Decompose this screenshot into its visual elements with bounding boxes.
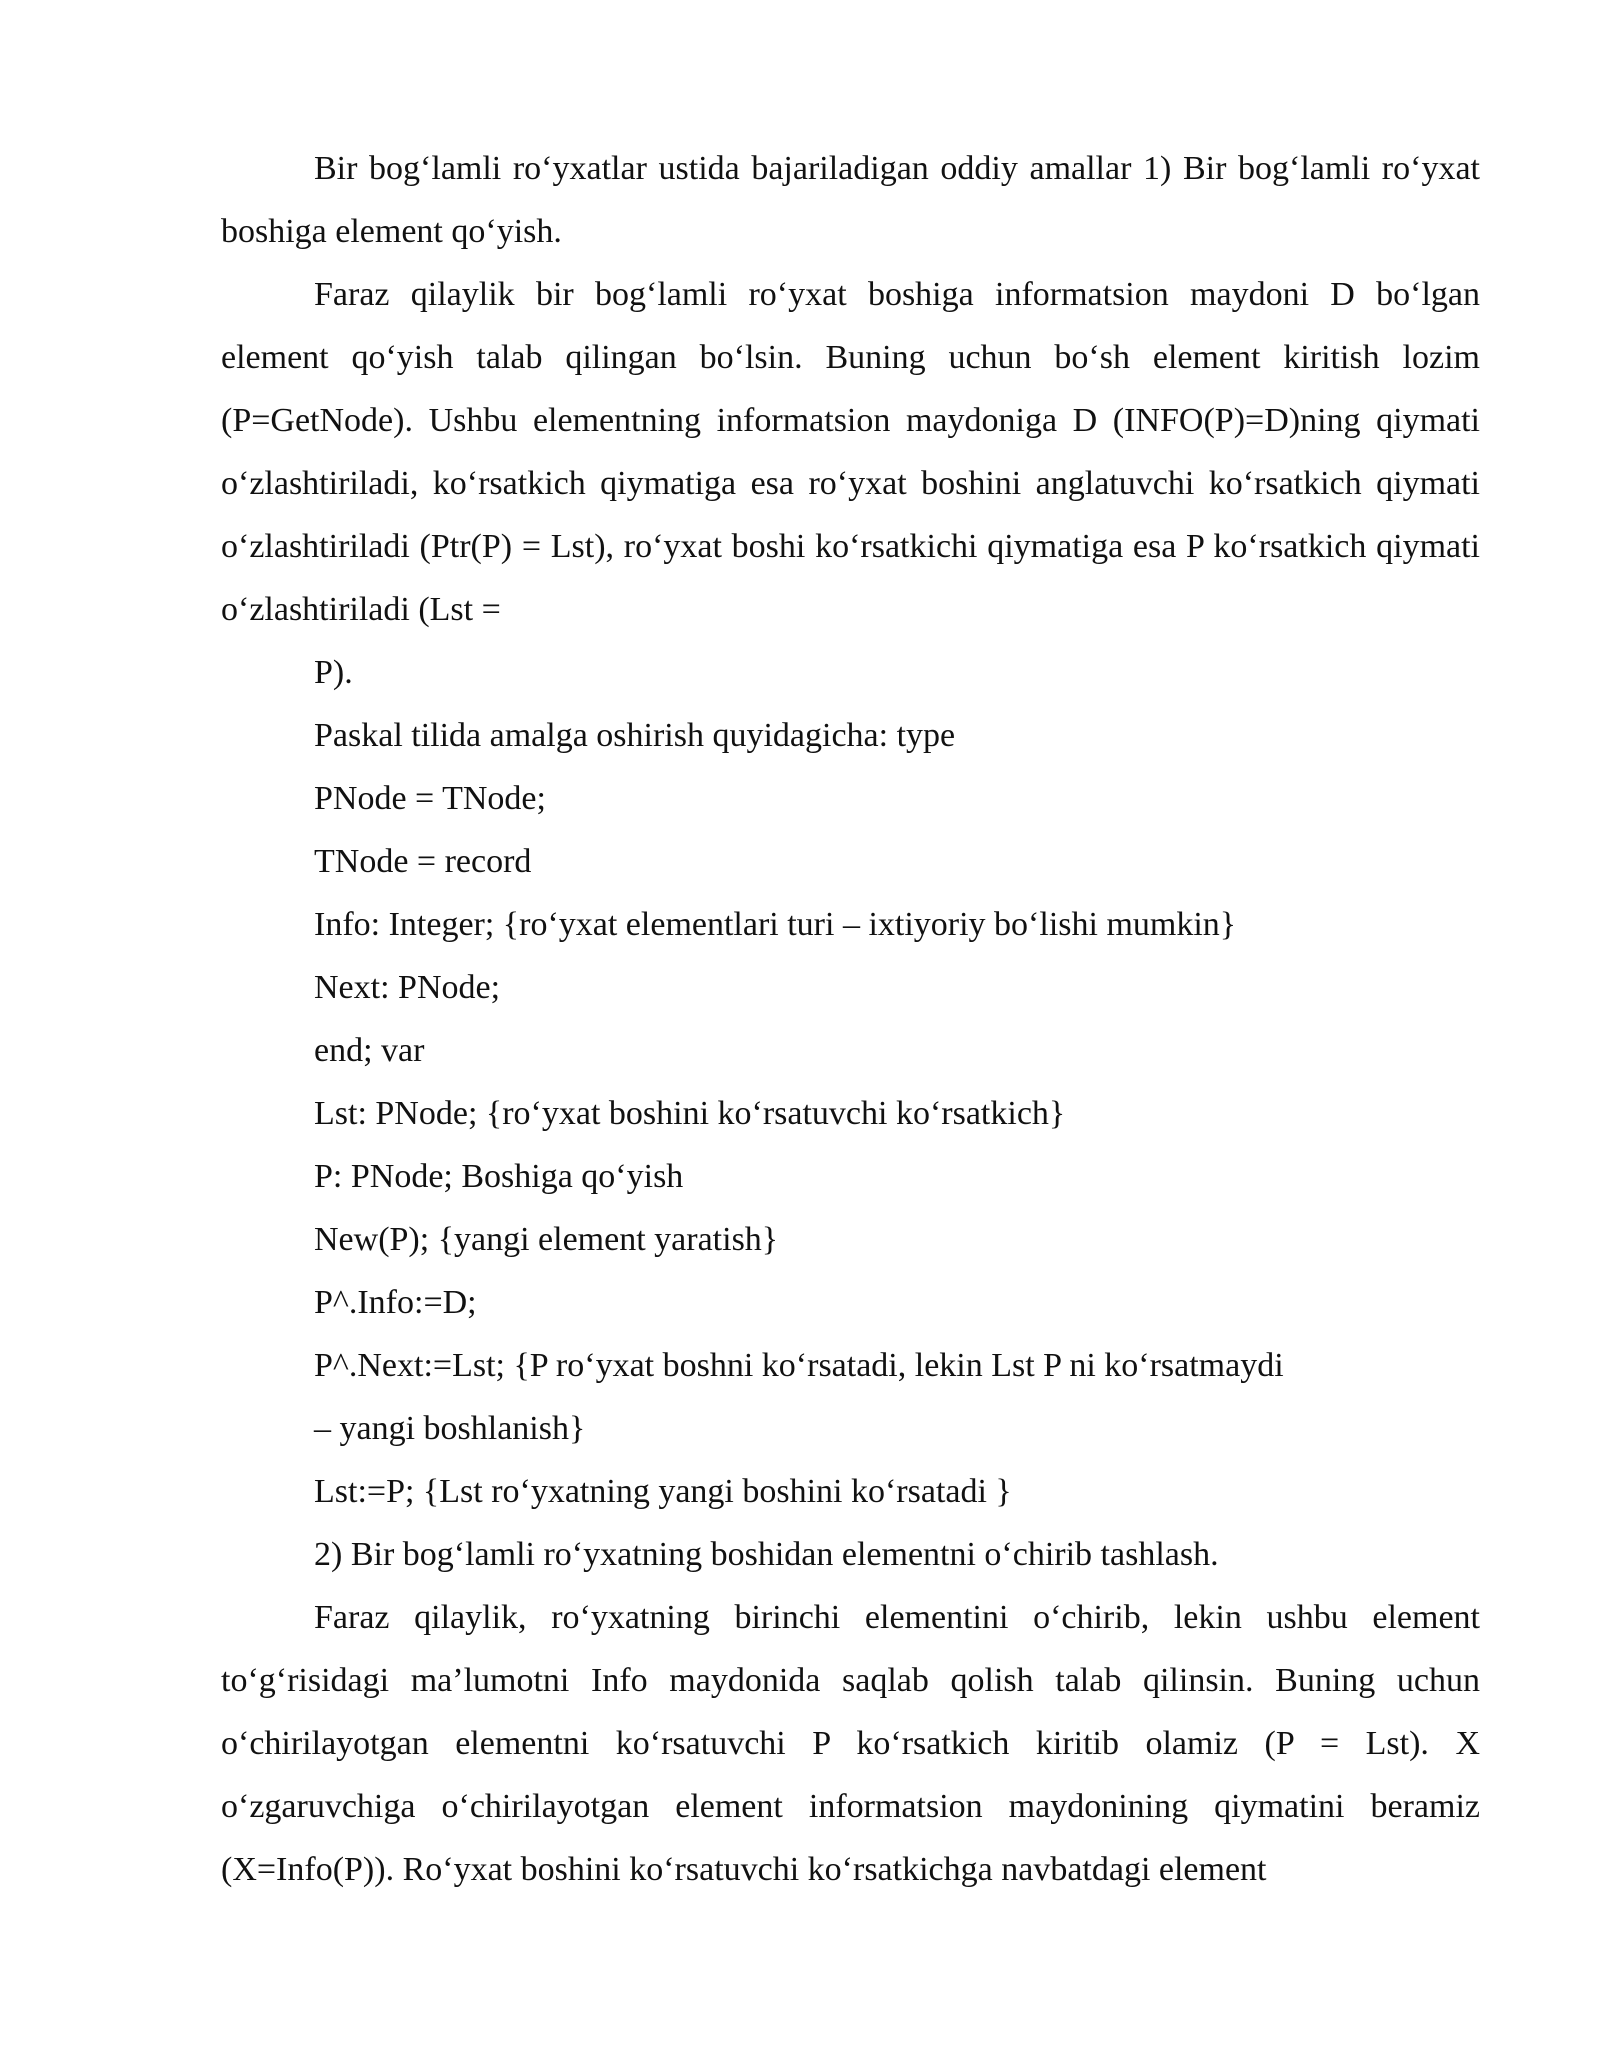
- code-line-next: Next: PNode;: [314, 969, 501, 1006]
- paragraph-insert-description: Faraz qilaylik bir bog‘lamli ro‘yxat boshiga informatsion maydoni D bo‘lgan element qo‘yish talab qilingan bo‘lsin. Buning uchun bo‘sh element kiritish lozim (P=GetNode). Ushbu elementning informatsion maydoniga D (INFO(P)=D)ning qiymati o‘zlashtiriladi, ko‘rsatkich qiymatiga esa ro‘yxat boshini anglatuvchi ko‘rsatkich qiymati o‘zlashtiriladi (Ptr(P) = Lst), ro‘yxat boshi ko‘rsatkichi qiymatiga esa P ko‘rsatkich qiymati o‘zlashtiriladi (Lst =: [221, 276, 1480, 628]
- code-line-assign-info: P^.Info:=D;: [314, 1284, 477, 1321]
- code-line-type: Paskal tilida amalga oshirish quyidagicha: type: [314, 717, 956, 754]
- code-line-new: New(P); {yangi element yaratish}: [314, 1221, 779, 1258]
- code-line-pnode: PNode = TNode;: [314, 780, 546, 817]
- paragraph-continuation: P).: [314, 654, 353, 691]
- code-line-end-var: end; var: [314, 1032, 425, 1069]
- code-line-assign-lst: Lst:=P; {Lst ro‘yxatning yangi boshini ko‘rsatadi }: [314, 1473, 1012, 1510]
- code-line-info: Info: Integer; {ro‘yxat elementlari turi – ixtiyoriy bo‘lishi mumkin}: [314, 906, 1237, 943]
- code-line-p: P: PNode; Boshiga qo‘yish: [314, 1158, 684, 1195]
- code-line-tnode: TNode = record: [314, 843, 532, 880]
- code-line-assign-next: P^.Next:=Lst; {P ro‘yxat boshni ko‘rsatadi, lekin Lst P ni ko‘rsatmaydi: [314, 1347, 1284, 1384]
- document-body: [221, 137, 1480, 1901]
- paragraph-intro: Bir bog‘lamli ro‘yxatlar ustida bajariladigan oddiy amallar 1) Bir bog‘lamli ro‘yxat boshiga element qo‘yish.: [221, 150, 1480, 250]
- heading-delete-from-head: 2) Bir bog‘lamli ro‘yxatning boshidan elementni o‘chirib tashlash.: [314, 1536, 1219, 1573]
- paragraph-delete-description: Faraz qilaylik, ro‘yxatning birinchi elementini o‘chirib, lekin ushbu element to‘g‘risidagi ma’lumotni Info maydonida saqlab qolish talab qilinsin. Buning uchun o‘chirilayotgan elementni ko‘rsatuvchi P ko‘rsatkich kiritib olamiz (P = Lst). X o‘zgaruvchiga o‘chirilayotgan element informatsion maydonining qiymatini beramiz (X=Info(P)). Ro‘yxat boshini ko‘rsatuvchi ko‘rsatkichga navbatdagi element: [221, 1599, 1480, 1888]
- code-line-comment-continuation: – yangi boshlanish}: [314, 1410, 586, 1447]
- code-line-lst: Lst: PNode; {ro‘yxat boshini ko‘rsatuvchi ko‘rsatkich}: [314, 1095, 1066, 1132]
